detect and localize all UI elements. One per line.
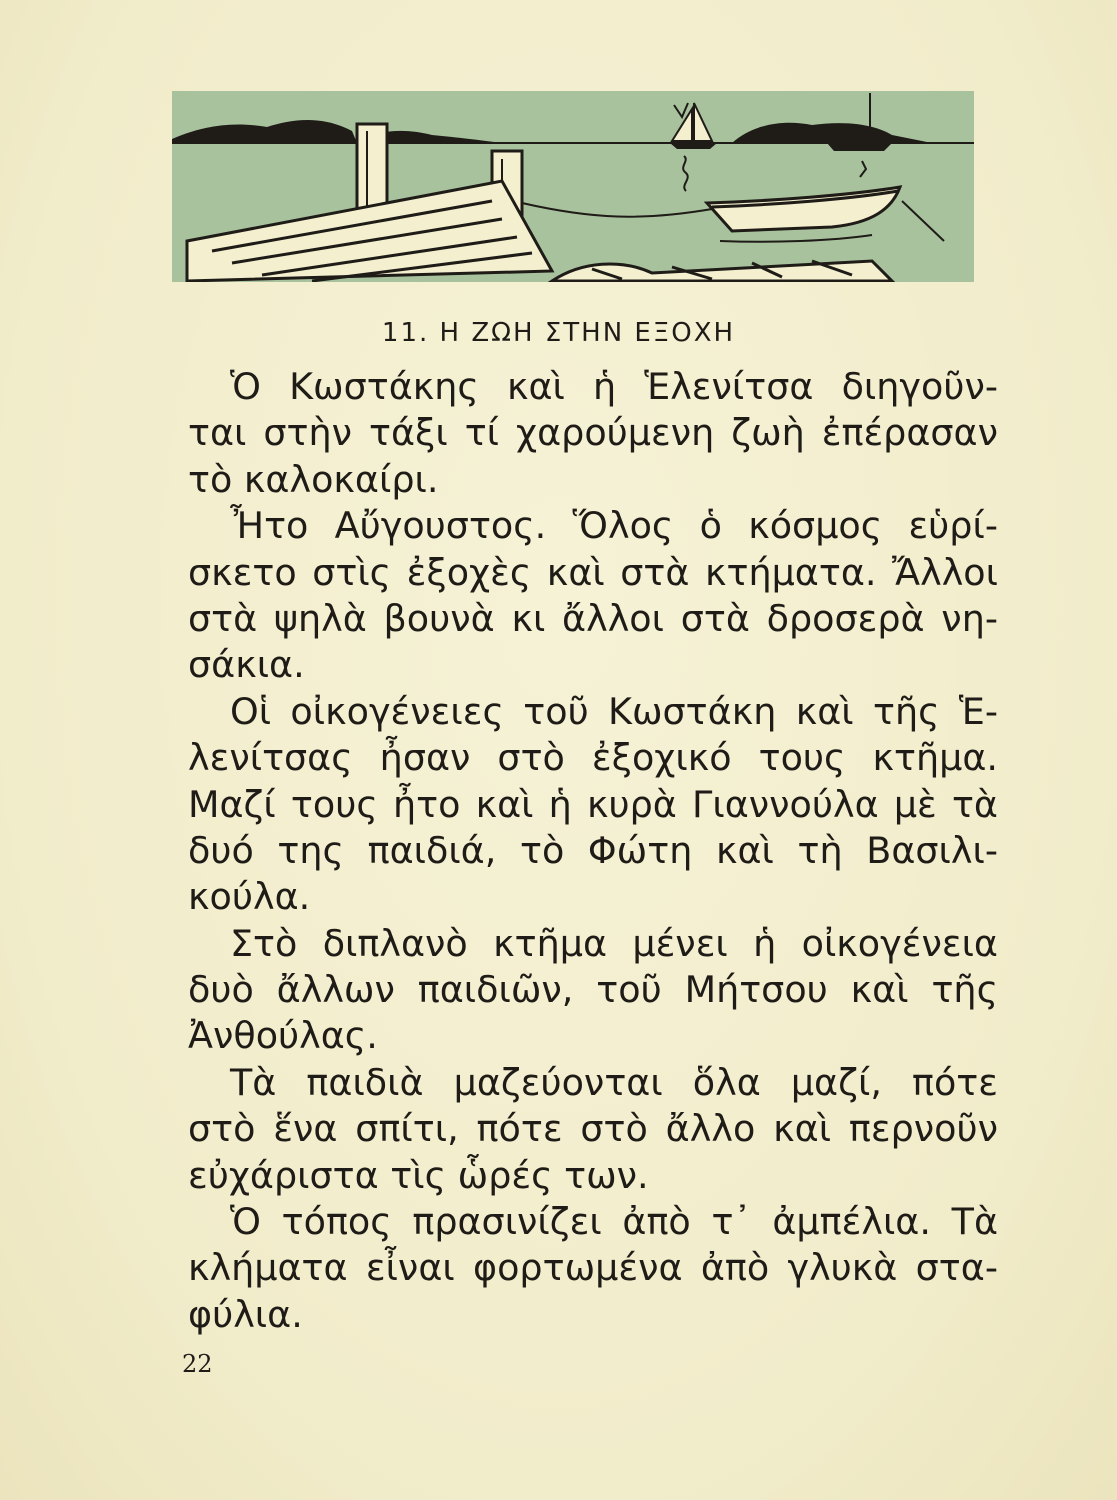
text-line: κλήματα εἶναι φορτωμένα ἀπὸ γλυκὰ στα-: [188, 1246, 998, 1290]
text-line: Τὰ παιδιὰ μαζεύονται ὅλα μαζί, πότε: [230, 1060, 998, 1104]
text-line: ται στὴν τάξι τί χαρούμενη ζωὴ ἐπέρασαν: [188, 411, 998, 455]
paragraph: [188, 1199, 998, 1338]
paragraph: [188, 921, 998, 1060]
paragraph: [188, 689, 998, 921]
text-line: λενίτσας ἦσαν στὸ ἐξοχικό τους κτῆμα.: [188, 736, 998, 780]
paragraph: [188, 364, 998, 503]
text-line: τὸ καλοκαίρι.: [188, 457, 439, 501]
page-number: 22: [182, 1350, 213, 1378]
harbor-illustration: [172, 91, 974, 282]
text-line: Ὁ τόπος πρασινίζει ἀπὸ τ᾽ ἀμπέλια. Τὰ: [230, 1200, 998, 1244]
text-line: Στὸ διπλανὸ κτῆμα μένει ἡ οἰκογένεια: [230, 921, 998, 965]
text-line: δυό της παιδιά, τὸ Φώτη καὶ τὴ Βασιλι-: [188, 828, 998, 872]
text-line: εὐχάριστα τὶς ὧρές των.: [188, 1153, 649, 1197]
harbor-drawing: [172, 91, 974, 282]
text-line: Μαζί τους ἦτο καὶ ἡ κυρὰ Γιαννούλα μὲ τὰ: [188, 782, 998, 826]
text-line: Ὁ Κωστάκης καὶ ἡ Ἑλενίτσα διηγοῦν-: [230, 365, 998, 408]
text-line: δυὸ ἄλλων παιδιῶν, τοῦ Μήτσου καὶ τῆς: [188, 968, 998, 1012]
text-line: σκετο στὶς ἐξοχὲς καὶ στὰ κτήματα. Ἄλλοι: [188, 550, 998, 594]
text-line: σάκια.: [188, 643, 305, 687]
body-text: [188, 364, 998, 1338]
text-line: στὸ ἕνα σπίτι, πότε στὸ ἄλλο καὶ περνοῦν: [188, 1107, 998, 1151]
text-line: φύλια.: [188, 1292, 303, 1336]
text-line: στὰ ψηλὰ βουνὰ κι ἄλλοι στὰ δροσερὰ νη-: [188, 596, 998, 640]
text-line: Οἱ οἰκογένειες τοῦ Κωστάκη καὶ τῆς Ἑ-: [230, 689, 998, 733]
paragraph: [188, 1060, 998, 1199]
chapter-title: 11. Η ΖΩΗ ΣΤΗΝ ΕΞΟΧΗ: [381, 318, 736, 348]
paragraph: [188, 503, 998, 689]
text-line: Ἦτο Αὔγουστος. Ὅλος ὁ κόσμος εὑρί-: [230, 504, 998, 548]
text-line: Ἀνθούλας.: [188, 1014, 378, 1058]
text-line: κούλα.: [188, 875, 311, 919]
